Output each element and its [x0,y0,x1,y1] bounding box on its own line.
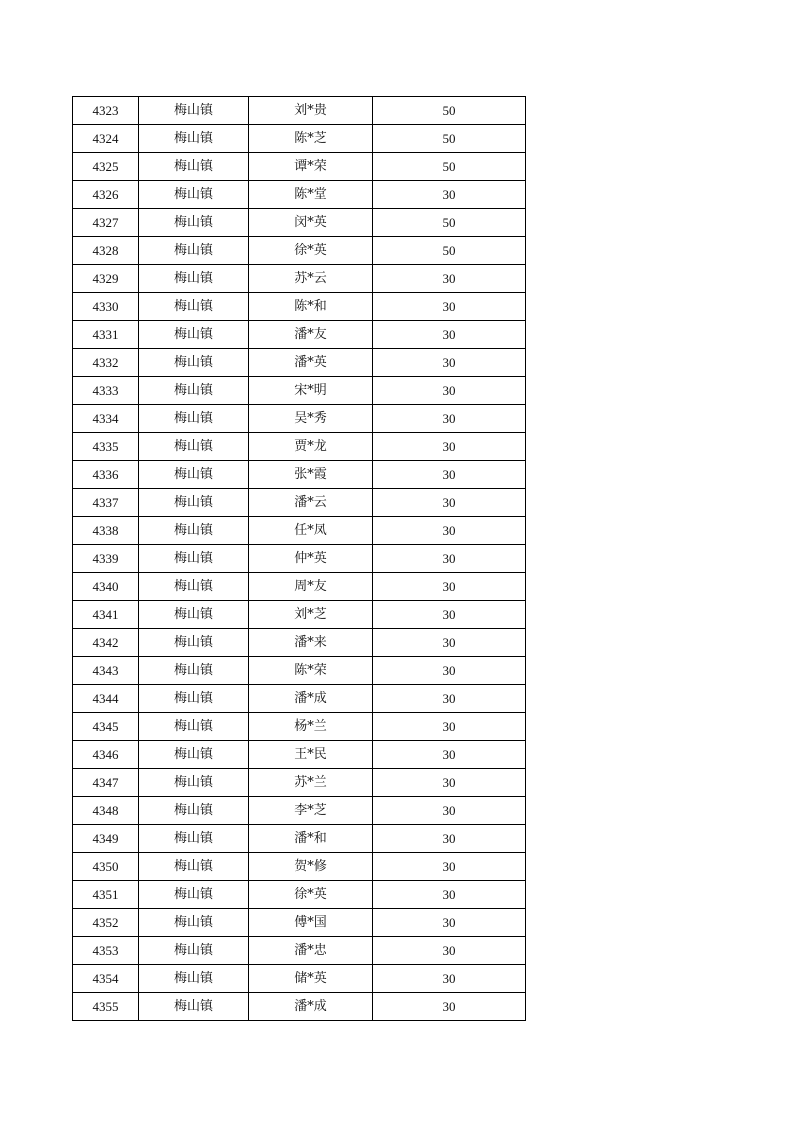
serial-number-cell: 4351 [73,881,139,909]
town-cell: 梅山镇 [139,517,249,545]
serial-number-cell: 4329 [73,265,139,293]
table-row [73,181,526,209]
table-row [73,517,526,545]
person-name-cell: 傅*国 [249,909,373,937]
amount-cell: 30 [373,517,526,545]
town-cell: 梅山镇 [139,797,249,825]
town-cell: 梅山镇 [139,489,249,517]
amount-cell: 30 [373,405,526,433]
amount-cell: 50 [373,237,526,265]
amount-cell: 30 [373,993,526,1021]
town-cell: 梅山镇 [139,741,249,769]
serial-number-cell: 4338 [73,517,139,545]
amount-cell: 30 [373,433,526,461]
person-name-cell: 徐*英 [249,881,373,909]
table-row [73,321,526,349]
person-name-cell: 刘*芝 [249,601,373,629]
table-row [73,881,526,909]
serial-number-cell: 4344 [73,685,139,713]
town-cell: 梅山镇 [139,629,249,657]
table-row [73,349,526,377]
amount-cell: 30 [373,293,526,321]
serial-number-cell: 4349 [73,825,139,853]
table-row [73,713,526,741]
serial-number-cell: 4333 [73,377,139,405]
person-name-cell: 潘*友 [249,321,373,349]
person-name-cell: 陈*荣 [249,657,373,685]
town-cell: 梅山镇 [139,405,249,433]
table-row [73,265,526,293]
table-row [73,657,526,685]
table-row [73,629,526,657]
serial-number-cell: 4323 [73,97,139,125]
amount-cell: 30 [373,629,526,657]
table-row [73,125,526,153]
amount-cell: 30 [373,769,526,797]
serial-number-cell: 4348 [73,797,139,825]
serial-number-cell: 4355 [73,993,139,1021]
person-name-cell: 杨*兰 [249,713,373,741]
amount-cell: 30 [373,461,526,489]
serial-number-cell: 4352 [73,909,139,937]
serial-number-cell: 4341 [73,601,139,629]
amount-cell: 30 [373,825,526,853]
person-name-cell: 陈*堂 [249,181,373,209]
serial-number-cell: 4335 [73,433,139,461]
town-cell: 梅山镇 [139,685,249,713]
serial-number-cell: 4345 [73,713,139,741]
person-name-cell: 苏*兰 [249,769,373,797]
town-cell: 梅山镇 [139,965,249,993]
town-cell: 梅山镇 [139,209,249,237]
serial-number-cell: 4353 [73,937,139,965]
town-cell: 梅山镇 [139,573,249,601]
town-cell: 梅山镇 [139,153,249,181]
person-name-cell: 吴*秀 [249,405,373,433]
person-name-cell: 张*霞 [249,461,373,489]
serial-number-cell: 4328 [73,237,139,265]
person-name-cell: 谭*荣 [249,153,373,181]
table-row [73,433,526,461]
serial-number-cell: 4330 [73,293,139,321]
serial-number-cell: 4324 [73,125,139,153]
serial-number-cell: 4342 [73,629,139,657]
amount-cell: 50 [373,209,526,237]
amount-cell: 30 [373,881,526,909]
table-row [73,573,526,601]
table-row [73,909,526,937]
town-cell: 梅山镇 [139,825,249,853]
table-row [73,489,526,517]
serial-number-cell: 4346 [73,741,139,769]
table-row [73,461,526,489]
town-cell: 梅山镇 [139,433,249,461]
town-cell: 梅山镇 [139,293,249,321]
table-row [73,685,526,713]
town-cell: 梅山镇 [139,853,249,881]
table-row [73,825,526,853]
amount-cell: 50 [373,153,526,181]
serial-number-cell: 4336 [73,461,139,489]
person-name-cell: 周*友 [249,573,373,601]
person-name-cell: 潘*英 [249,349,373,377]
amount-cell: 30 [373,545,526,573]
person-name-cell: 潘*和 [249,825,373,853]
amount-cell: 30 [373,965,526,993]
town-cell: 梅山镇 [139,545,249,573]
serial-number-cell: 4334 [73,405,139,433]
amount-cell: 30 [373,685,526,713]
table-row [73,601,526,629]
table-row [73,405,526,433]
amount-cell: 30 [373,181,526,209]
amount-cell: 30 [373,601,526,629]
person-name-cell: 宋*明 [249,377,373,405]
person-name-cell: 李*芝 [249,797,373,825]
amount-cell: 30 [373,489,526,517]
amount-cell: 30 [373,909,526,937]
table-row [73,741,526,769]
serial-number-cell: 4354 [73,965,139,993]
town-cell: 梅山镇 [139,321,249,349]
amount-cell: 30 [373,741,526,769]
serial-number-cell: 4337 [73,489,139,517]
amount-cell: 30 [373,321,526,349]
table-row [73,293,526,321]
town-cell: 梅山镇 [139,97,249,125]
amount-cell: 30 [373,937,526,965]
table-row [73,965,526,993]
town-cell: 梅山镇 [139,601,249,629]
serial-number-cell: 4326 [73,181,139,209]
person-name-cell: 陈*芝 [249,125,373,153]
town-cell: 梅山镇 [139,909,249,937]
table-row [73,545,526,573]
person-name-cell: 潘*来 [249,629,373,657]
table-row [73,237,526,265]
amount-cell: 50 [373,97,526,125]
person-name-cell: 潘*成 [249,993,373,1021]
serial-number-cell: 4332 [73,349,139,377]
person-name-cell: 王*民 [249,741,373,769]
serial-number-cell: 4327 [73,209,139,237]
person-name-cell: 潘*云 [249,489,373,517]
person-name-cell: 陈*和 [249,293,373,321]
table-body [73,97,526,1021]
amount-cell: 30 [373,713,526,741]
town-cell: 梅山镇 [139,993,249,1021]
serial-number-cell: 4350 [73,853,139,881]
serial-number-cell: 4339 [73,545,139,573]
town-cell: 梅山镇 [139,657,249,685]
person-name-cell: 刘*贵 [249,97,373,125]
table-row [73,209,526,237]
amount-cell: 30 [373,265,526,293]
amount-cell: 30 [373,349,526,377]
town-cell: 梅山镇 [139,377,249,405]
table-row [73,153,526,181]
town-cell: 梅山镇 [139,125,249,153]
amount-cell: 30 [373,797,526,825]
person-name-cell: 仲*英 [249,545,373,573]
amount-cell: 30 [373,853,526,881]
amount-cell: 30 [373,573,526,601]
town-cell: 梅山镇 [139,237,249,265]
town-cell: 梅山镇 [139,769,249,797]
amount-cell: 30 [373,377,526,405]
amount-cell: 50 [373,125,526,153]
serial-number-cell: 4340 [73,573,139,601]
person-name-cell: 闵*英 [249,209,373,237]
town-cell: 梅山镇 [139,713,249,741]
serial-number-cell: 4331 [73,321,139,349]
town-cell: 梅山镇 [139,881,249,909]
person-name-cell: 徐*英 [249,237,373,265]
serial-number-cell: 4343 [73,657,139,685]
amount-cell: 30 [373,657,526,685]
serial-number-cell: 4325 [73,153,139,181]
table-row [73,97,526,125]
person-name-cell: 任*凤 [249,517,373,545]
table-row [73,797,526,825]
person-name-cell: 潘*成 [249,685,373,713]
person-name-cell: 潘*忠 [249,937,373,965]
person-name-cell: 贾*龙 [249,433,373,461]
serial-number-cell: 4347 [73,769,139,797]
town-cell: 梅山镇 [139,937,249,965]
table-row [73,769,526,797]
person-name-cell: 贺*修 [249,853,373,881]
table-row [73,377,526,405]
town-cell: 梅山镇 [139,181,249,209]
data-table [72,96,526,1021]
table-row [73,993,526,1021]
person-name-cell: 储*英 [249,965,373,993]
town-cell: 梅山镇 [139,265,249,293]
town-cell: 梅山镇 [139,461,249,489]
town-cell: 梅山镇 [139,349,249,377]
person-name-cell: 苏*云 [249,265,373,293]
table-row [73,937,526,965]
table-row [73,853,526,881]
